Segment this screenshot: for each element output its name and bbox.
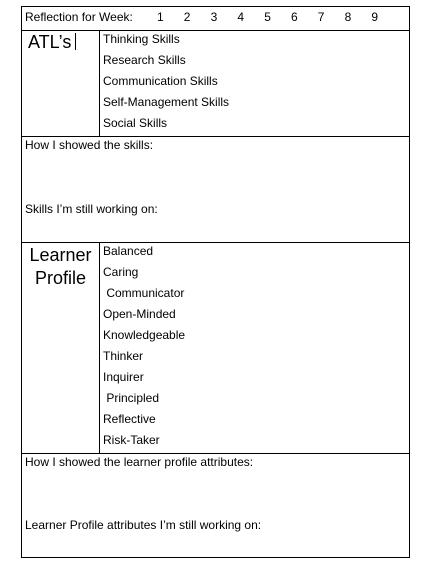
- profile-item: Reflective: [103, 412, 156, 426]
- week-numbers: [157, 10, 398, 24]
- reflection-table: [21, 6, 410, 558]
- week-number[interactable]: 2: [183, 10, 191, 24]
- text-cursor: [75, 33, 76, 50]
- profile-item: Risk-Taker: [103, 433, 160, 447]
- profile-item: Caring: [103, 265, 139, 279]
- divider: [22, 136, 409, 137]
- skill-item: Self-Management Skills: [103, 95, 230, 109]
- week-number[interactable]: 7: [317, 10, 325, 24]
- profile-showed-prompt: How I showed the learner profile attributes:: [25, 455, 254, 469]
- skill-item: Thinking Skills: [103, 32, 180, 46]
- skill-item: Research Skills: [103, 53, 186, 67]
- profile-item: Balanced: [103, 244, 154, 258]
- skills-showed-prompt: How I showed the skills:: [25, 138, 154, 152]
- divider: [22, 242, 409, 243]
- profile-item: Open-Minded: [103, 307, 176, 321]
- week-number[interactable]: 8: [344, 10, 352, 24]
- learner-profile-label: Learner Profile: [29, 245, 92, 288]
- week-number[interactable]: 1: [157, 10, 164, 24]
- divider: [22, 30, 409, 31]
- atl-label: ATL’s: [28, 31, 76, 54]
- week-title: Reflection for Week:: [25, 10, 133, 24]
- divider: [22, 453, 409, 454]
- profile-item: Knowledgeable: [103, 328, 186, 342]
- week-number[interactable]: 3: [210, 10, 218, 24]
- profile-item: Principled: [103, 391, 160, 405]
- skill-item: Communication Skills: [103, 74, 218, 88]
- skills-working-prompt: Skills I’m still working on:: [25, 202, 158, 216]
- column-divider: [99, 242, 100, 453]
- column-divider: [99, 30, 100, 136]
- week-number[interactable]: 6: [290, 10, 298, 24]
- week-number[interactable]: 9: [371, 10, 379, 24]
- profile-item: Thinker: [103, 349, 144, 363]
- profile-item: Inquirer: [103, 370, 144, 384]
- week-number[interactable]: 5: [264, 10, 271, 24]
- week-number[interactable]: 4: [237, 10, 245, 24]
- profile-item: Communicator: [103, 286, 185, 300]
- profile-working-prompt: Learner Profile attributes I’m still working on:: [25, 518, 262, 532]
- skill-item: Social Skills: [103, 116, 168, 130]
